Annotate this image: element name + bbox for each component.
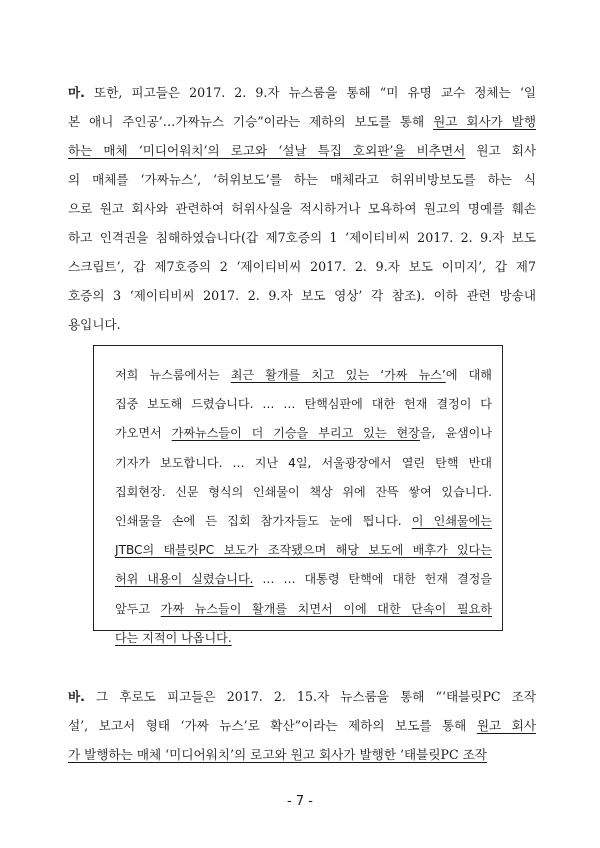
text-line	[68, 107, 536, 136]
text-run: 원고 회사	[465, 143, 536, 158]
text-run: 그 후로도 피고들은 2017. 2. 15.자 뉴스룸을 통해 “‘태블릿PC 조작	[84, 689, 536, 704]
text-run: 집중 보도해 드렸습니다. … … 탄핵심판에 대한 헌재 결정이 다	[115, 397, 492, 412]
section-marker: 바.	[68, 689, 85, 704]
text-run: 집회현장. 신문 형식의 인쇄물이 책상 위에 잔뜩 쌓여 있습니다.	[115, 484, 492, 499]
text-run: 앞두고	[115, 601, 161, 616]
text-run: 하고 인격권을 침해하였습니다(갑 제7호증의 1 ‘제이티비씨 2017. 2. 9.자 보도	[68, 230, 536, 245]
text-line	[68, 252, 536, 281]
text-line	[115, 390, 492, 419]
underlined-text: 원고 회사	[476, 718, 536, 733]
text-line	[115, 507, 492, 536]
text-line	[115, 624, 492, 653]
text-line	[115, 361, 492, 390]
broadcast-quote-box	[93, 345, 503, 645]
text-run: 으로 원고 회사와 관련하여 허위사실을 적시하거나 모욕하여 원고의 명예를 훼손	[68, 201, 536, 216]
underlined-text: 하는 매체 ‘미디어워치’의 로고와 ‘설날 특집 호외판’을 비추면서	[68, 143, 466, 158]
underlined-text: 최근 활개를 치고 있는 ‘가짜 뉴스’	[230, 368, 446, 382]
underlined-text: 가짜 뉴스들이 활개를 치면서 이에 대한 단속이 필요하	[160, 601, 492, 616]
text-run: 본 애니 주인공’…가짜뉴스 기승”이라는 제하의 보도를 통해	[68, 114, 434, 129]
underlined-text: JTBC의 태블릿PC 보도가 조작됐으며 해당 보도에 배후가 있다는	[115, 543, 492, 558]
text-line	[115, 419, 492, 448]
text-run: 저희 뉴스룸에서는	[115, 368, 231, 382]
underlined-text: 이 인쇄물에는	[411, 514, 492, 529]
text-line	[68, 165, 536, 194]
text-line	[68, 711, 536, 740]
text-line	[68, 740, 536, 769]
text-run: 의 매체를 ‘가짜뉴스’, ‘허위보도’를 하는 매체라고 허위비방보도를 하는 식	[68, 172, 536, 187]
text-run: 인쇄물을 손에 든 집회 참가자들도 눈에 띕니다.	[115, 514, 412, 529]
text-line	[115, 536, 492, 565]
text-line	[68, 310, 536, 339]
underlined-text: 다는 지적이 나옵니다.	[115, 630, 232, 645]
text-line	[68, 194, 536, 223]
underlined-text: 허위 내용이 실렸습니다.	[115, 572, 254, 587]
text-run: 또한, 피고들은 2017. 2. 9.자 뉴스룸을 통해 “미 유명 교수 정체는 ‘일	[84, 85, 536, 100]
text-line	[115, 478, 492, 507]
text-run: 스크립트’, 갑 제7호증의 2 ‘제이티비씨 2017. 2. 9.자 보도 이미지’, 갑 제7	[68, 259, 536, 274]
text-run: 설’, 보고서 형태 ‘가짜 뉴스’로 확산”이라는 제하의 보도를 통해	[68, 718, 477, 733]
text-line	[115, 595, 492, 624]
text-run: 용입니다.	[68, 317, 121, 332]
paragraph-ma	[68, 78, 536, 339]
text-line	[115, 565, 492, 594]
underlined-text: 원고 회사가 발행	[433, 114, 536, 129]
page-number: - 7 -	[287, 794, 313, 809]
text-line	[68, 281, 536, 310]
underlined-text: 가 발행하는 매체 ‘미디어워치’의 로고와 원고 회사가 발행한 ‘태블릿PC 조작	[68, 747, 487, 762]
paragraph-ba	[68, 682, 536, 769]
text-line	[68, 223, 536, 252]
text-run: 기자가 보도합니다. … 지난 4일, 서울광장에서 열린 탄핵 반대	[115, 455, 492, 470]
section-marker: 마.	[68, 85, 85, 100]
text-line	[115, 449, 492, 478]
text-run: 을, 윤샘이나	[419, 426, 492, 441]
underlined-text: 가짜뉴스들이 더 기승을 부리고 있는 현장	[171, 426, 420, 441]
text-run: 가오면서	[115, 426, 172, 441]
text-run: 호증의 3 ‘제이티비씨 2017. 2. 9.자 보도 영상’ 각 참조). 이하 관련 방송내	[68, 288, 536, 303]
text-line	[68, 682, 536, 711]
text-line	[68, 136, 536, 165]
text-line	[68, 78, 536, 107]
text-run: 에 대해	[445, 368, 492, 382]
text-run: … … 대통령 탄핵에 대한 헌재 결정을	[253, 572, 492, 587]
